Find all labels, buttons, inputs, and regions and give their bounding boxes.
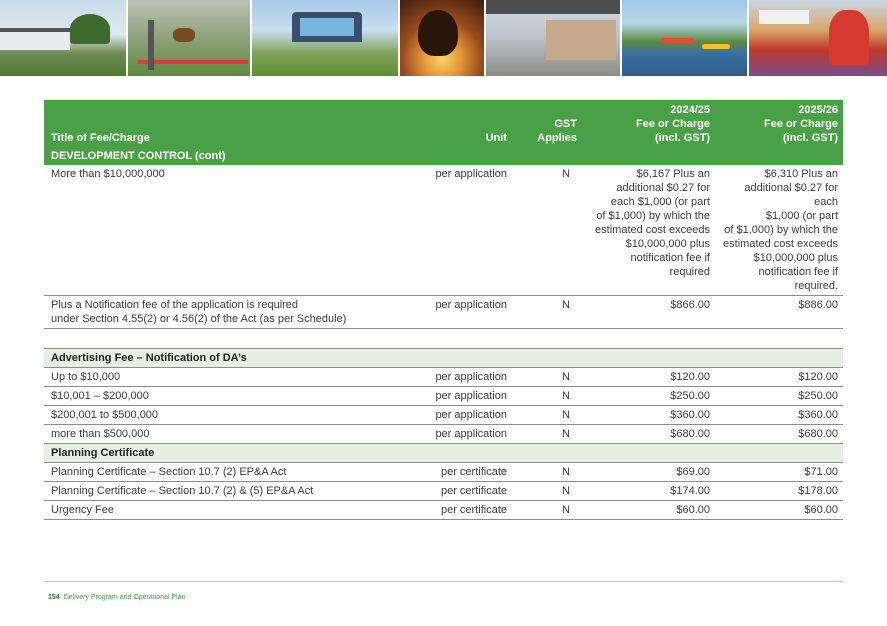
fee-line: $1,000 (or part xyxy=(765,210,838,222)
fee-table xyxy=(44,100,843,520)
fee-gst: N xyxy=(512,406,582,425)
fee-2025-26: $60.00 xyxy=(715,501,843,520)
section-development-control xyxy=(44,147,843,165)
fee-line: of $1,000) by which the xyxy=(724,224,838,236)
table-row xyxy=(44,463,843,482)
section-advertising-fee xyxy=(44,349,843,368)
spacer-row xyxy=(44,329,843,349)
header-unit: Unit xyxy=(416,100,512,147)
fee-title: Urgency Fee xyxy=(44,501,416,520)
banner-photo-festival xyxy=(749,0,887,76)
fee-title: Planning Certificate – Section 10.7 (2) & (5) EP&A Act xyxy=(44,482,416,501)
table-header-row xyxy=(44,100,843,147)
table-row xyxy=(44,425,843,444)
fee-2025-26: $120.00 xyxy=(715,368,843,387)
photo-banner xyxy=(0,0,887,76)
table-row xyxy=(44,482,843,501)
fee-line: additional $0.27 for xyxy=(616,182,710,194)
fee-2025-26: $178.00 xyxy=(715,482,843,501)
section-title: Planning Certificate xyxy=(44,444,843,463)
table-row xyxy=(44,165,843,296)
fee-title: $200,001 to $500,000 xyxy=(44,406,416,425)
footer-divider xyxy=(44,581,843,582)
banner-photo-dog-agility xyxy=(128,0,249,76)
banner-photo-outdoor-exercise xyxy=(252,0,398,76)
banner-photo-pavilion xyxy=(0,0,126,76)
fee-title xyxy=(44,296,416,329)
fee-2024-25: $360.00 xyxy=(582,406,715,425)
page-footer xyxy=(48,594,185,601)
header-year1-line2: Fee or Charge xyxy=(636,118,710,130)
fee-2025-26: $680.00 xyxy=(715,425,843,444)
document-title: Delivery Program and Operational Plan xyxy=(63,594,186,601)
fee-line: $6,167 Plus an xyxy=(636,168,710,180)
table-row xyxy=(44,368,843,387)
fee-unit: per application xyxy=(416,165,512,296)
fee-line: $6,310 Plus an xyxy=(764,168,838,180)
fee-gst: N xyxy=(512,387,582,406)
fee-unit: per certificate xyxy=(416,463,512,482)
header-year1 xyxy=(582,100,715,147)
fee-unit: per certificate xyxy=(416,501,512,520)
header-year2-line2: Fee or Charge xyxy=(764,118,838,130)
fee-2024-25 xyxy=(582,165,715,296)
fee-2025-26 xyxy=(715,165,843,296)
fee-line: $10,000,000 plus xyxy=(625,238,710,250)
header-year2-line3: (incl. GST) xyxy=(783,132,838,144)
fee-title: $10,001 – $200,000 xyxy=(44,387,416,406)
fee-2024-25: $120.00 xyxy=(582,368,715,387)
section-planning-certificate xyxy=(44,444,843,463)
fee-2024-25: $60.00 xyxy=(582,501,715,520)
fee-2025-26: $71.00 xyxy=(715,463,843,482)
fee-gst: N xyxy=(512,482,582,501)
fee-line: notification fee if required xyxy=(630,252,710,278)
banner-photo-kookaburra xyxy=(400,0,484,76)
page-number: 154 xyxy=(48,594,60,601)
fee-line: each $1,000 (or part xyxy=(610,196,710,208)
fee-title: Planning Certificate – Section 10.7 (2) EP&A Act xyxy=(44,463,416,482)
fee-line: estimated cost exceeds xyxy=(723,238,838,250)
fee-2024-25: $174.00 xyxy=(582,482,715,501)
fee-unit: per application xyxy=(416,296,512,329)
section-title: DEVELOPMENT CONTROL (cont) xyxy=(44,147,843,165)
fee-2025-26: $886.00 xyxy=(715,296,843,329)
fee-unit: per application xyxy=(416,368,512,387)
fee-gst: N xyxy=(512,368,582,387)
fee-2024-25: $866.00 xyxy=(582,296,715,329)
fee-2025-26: $250.00 xyxy=(715,387,843,406)
fee-line: $10,000,000 plus xyxy=(753,252,838,264)
fee-gst: N xyxy=(512,425,582,444)
table-row xyxy=(44,501,843,520)
header-year2-line1: 2025/26 xyxy=(798,104,838,116)
fee-unit: per certificate xyxy=(416,482,512,501)
banner-photo-kayaking xyxy=(622,0,746,76)
table-row xyxy=(44,406,843,425)
header-gst-line1: GST xyxy=(554,118,577,130)
fee-title: Up to $10,000 xyxy=(44,368,416,387)
banner-photo-street xyxy=(486,0,620,76)
fee-unit: per application xyxy=(416,406,512,425)
fee-title-line2: under Section 4.55(2) or 4.56(2) of the Act (as per Schedule) xyxy=(51,313,347,325)
fee-unit: per application xyxy=(416,425,512,444)
header-year2 xyxy=(715,100,843,147)
header-year1-line1: 2024/25 xyxy=(670,104,710,116)
fee-line: of $1,000) by which the xyxy=(596,210,710,222)
fee-2025-26: $360.00 xyxy=(715,406,843,425)
fee-line: estimated cost exceeds xyxy=(595,224,710,236)
header-gst xyxy=(512,100,582,147)
table-row xyxy=(44,387,843,406)
fee-gst: N xyxy=(512,501,582,520)
fee-2024-25: $250.00 xyxy=(582,387,715,406)
fee-line: notification fee if required. xyxy=(758,266,838,292)
fee-line: additional $0.27 for each xyxy=(744,182,838,208)
header-gst-line2: Applies xyxy=(537,132,577,144)
fee-gst: N xyxy=(512,296,582,329)
fee-2024-25: $680.00 xyxy=(582,425,715,444)
fee-2024-25: $69.00 xyxy=(582,463,715,482)
fee-gst: N xyxy=(512,165,582,296)
header-year1-line3: (incl. GST) xyxy=(655,132,710,144)
fee-unit: per application xyxy=(416,387,512,406)
fee-gst: N xyxy=(512,463,582,482)
table-row xyxy=(44,296,843,329)
fee-title: more than $500,000 xyxy=(44,425,416,444)
fee-title: More than $10,000,000 xyxy=(44,165,416,296)
fee-title-line1: Plus a Notification fee of the application is required xyxy=(51,299,299,311)
section-title: Advertising Fee – Notification of DA’s xyxy=(44,349,843,368)
header-title: Title of Fee/Charge xyxy=(44,100,416,147)
